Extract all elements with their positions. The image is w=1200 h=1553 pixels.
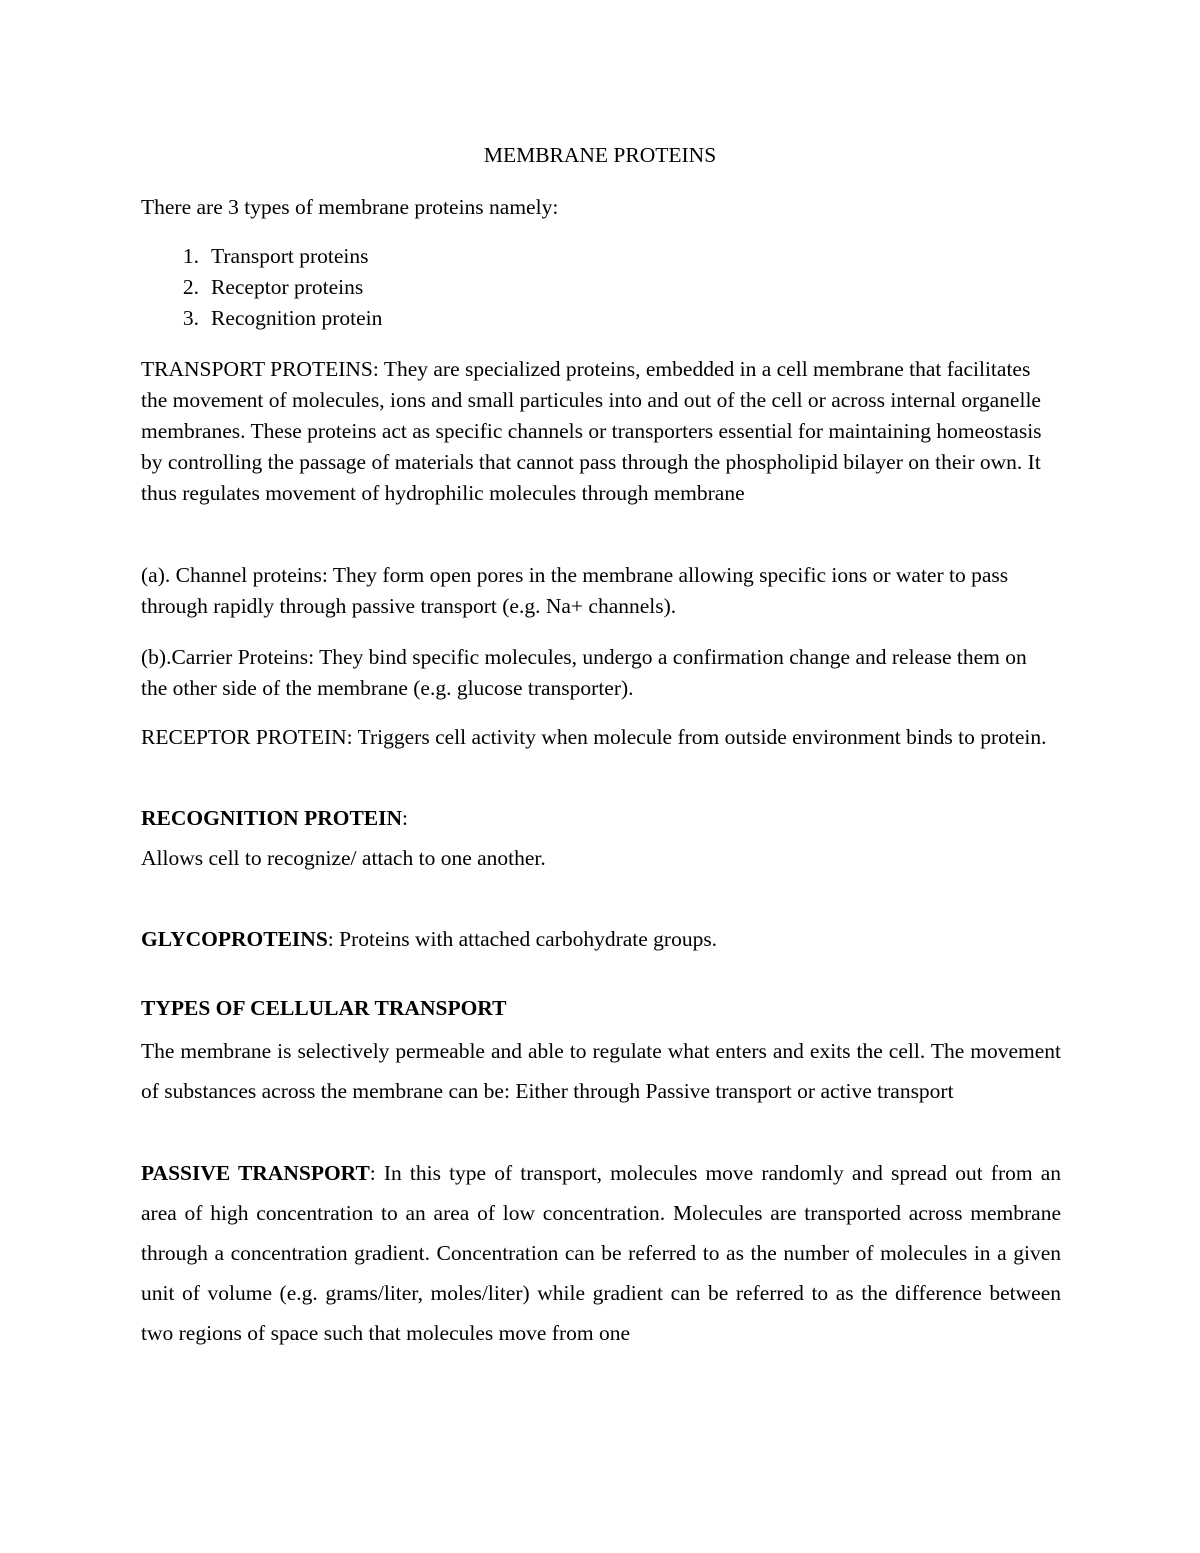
list-item: [141, 272, 382, 303]
list-number: 3.: [182, 306, 199, 330]
recognition-heading: [141, 803, 1061, 834]
transport-heading: TRANSPORT PROTEINS:: [141, 357, 379, 381]
list-label: Transport proteins: [211, 244, 369, 268]
page-title: MEMBRANE PROTEINS: [483, 143, 717, 167]
glyco-text: : Proteins with attached carbohydrate groups.: [327, 927, 718, 951]
cellular-transport-heading: TYPES OF CELLULAR TRANSPORT: [141, 996, 507, 1020]
intro-text: There are 3 types of membrane proteins namely:: [141, 195, 559, 219]
glyco-heading: GLYCOPROTEINS: [141, 927, 328, 951]
recognition-text: Allows cell to recognize/ attach to one another.: [141, 846, 546, 870]
channel-proteins-paragraph: (a). Channel proteins: They form open pores in the membrane allowing specific ions or water to pass through rapidly through passive transport (e.g. Na+ channels).: [141, 563, 1009, 618]
passive-text: : In this type of transport, molecules move randomly and spread out from an area of high concentration to an area of low concentration. Molecules are transported across membrane through a concentration gradient. Concentration can be referred to as the number of molecules in a given unit of volume (e.g. grams/liter, moles/liter) while gradient can be referred to as the difference between two regions of space such that molecules move from one: [141, 1161, 1062, 1345]
glycoproteins-paragraph: [141, 924, 1061, 955]
receptor-protein-paragraph: RECEPTOR PROTEIN: Triggers cell activity when molecule from outside environment binds to protein.: [141, 725, 1047, 749]
list-item: [141, 241, 382, 272]
list-number: 1.: [182, 244, 199, 268]
list-label: Recognition protein: [211, 306, 383, 330]
passive-heading: PASSIVE TRANSPORT: [141, 1161, 370, 1185]
list-label: Receptor proteins: [211, 275, 364, 299]
cellular-transport-text: The membrane is selectively permeable and able to regulate what enters and exits the cell. The movement of substances across the membrane can be: Either through Passive transport or active transport: [141, 1039, 1061, 1103]
protein-types-list: [141, 241, 382, 334]
list-item: [141, 303, 382, 334]
recognition-heading-text: RECOGNITION PROTEIN: [141, 806, 403, 830]
carrier-proteins-paragraph: (b).Carrier Proteins: They bind specific molecules, undergo a confirmation change and release them on the other side of the membrane (e.g. glucose transporter).: [141, 645, 1027, 700]
list-number: 2.: [182, 275, 199, 299]
passive-transport-paragraph: [141, 1153, 1061, 1353]
recognition-colon: :: [402, 806, 409, 830]
transport-text: They are specialized proteins, embedded in a cell membrane that facilitates the movement of molecules, ions and small particules into and out of the cell or across internal organelle membranes. These proteins act as specific channels or transporters essential for maintaining homeostasis by controlling the passage of materials that cannot pass through the phospholipid bilayer on their own. It thus regulates movement of hydrophilic molecules through membrane: [141, 357, 1042, 505]
transport-proteins-paragraph: [141, 354, 1056, 509]
